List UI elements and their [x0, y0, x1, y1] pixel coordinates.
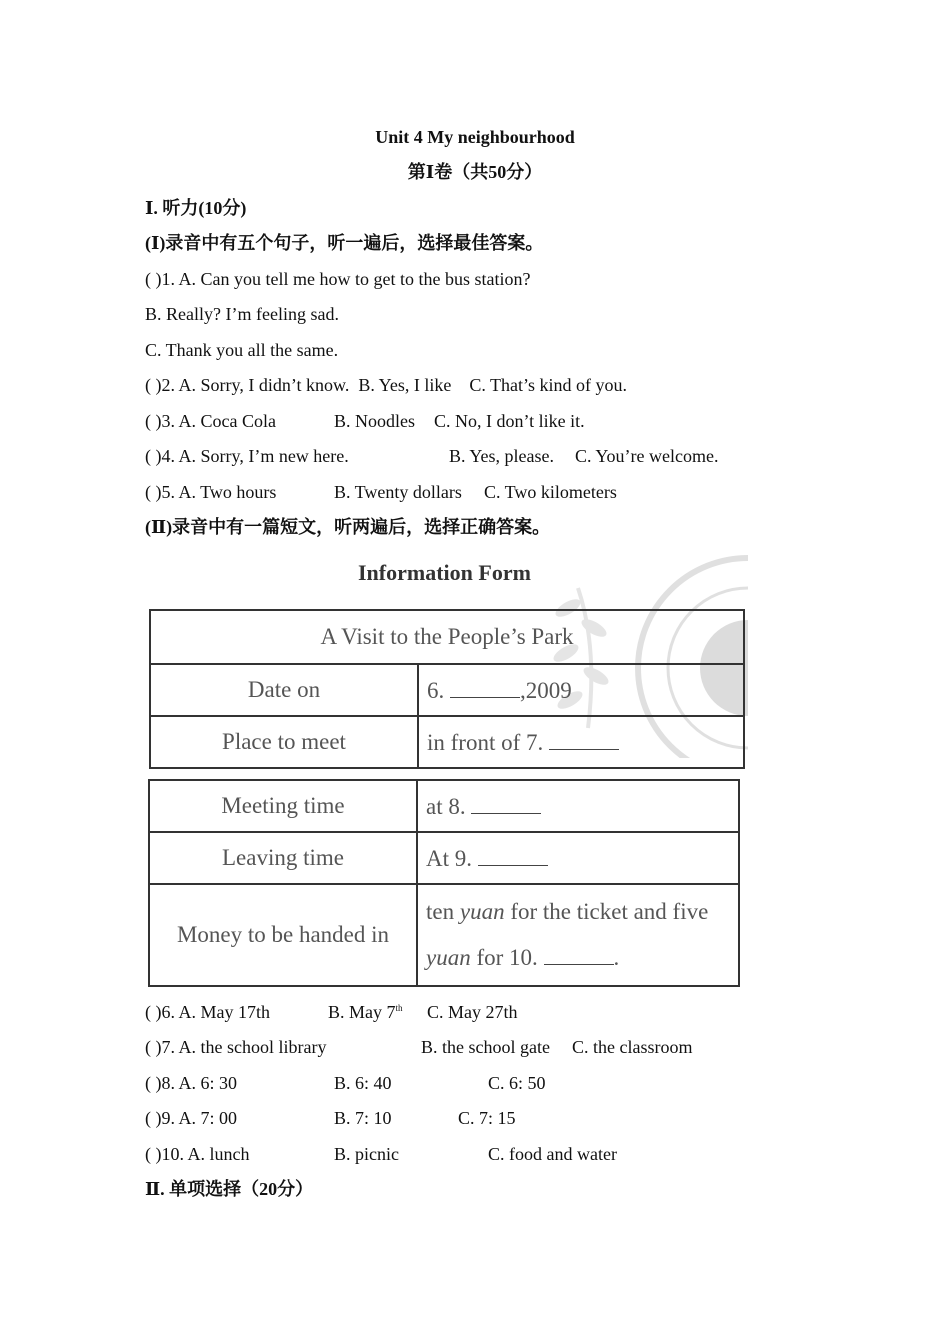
form-title: Information Form — [358, 560, 531, 585]
q4-option-c: C. You’re welcome. — [575, 446, 719, 466]
q7-option-a: ( )7. A. the school library — [145, 1037, 327, 1057]
form-row-label: Leaving time — [149, 832, 417, 884]
form-row-value — [418, 716, 744, 768]
q6-row — [145, 1001, 518, 1023]
q3-option-c: C. No, I don’t like it. — [434, 411, 585, 431]
form-table-bottom — [148, 779, 740, 987]
money-line-2 — [426, 935, 730, 981]
form-value-text: . — [613, 945, 620, 970]
q8-option-c: C. 6: 50 — [488, 1073, 546, 1093]
section1-heading: Ⅰ. 听力(10分) — [145, 198, 247, 218]
answer-blank — [450, 677, 520, 698]
q8-row — [145, 1072, 546, 1094]
q3-row — [145, 410, 585, 432]
form-value-text: yuan — [426, 945, 471, 970]
q10-option-b: B. picnic — [334, 1144, 399, 1164]
q7-option-b: B. the school gate — [421, 1037, 550, 1057]
q1-option-c: C. Thank you all the same. — [145, 340, 339, 360]
form-value-text: at 8. — [426, 793, 466, 819]
q2-option-c: C. That’s kind of you. — [469, 375, 628, 395]
form-table-top — [149, 609, 745, 769]
q4-row — [145, 445, 718, 467]
q4-option-b: B. Yes, please. — [449, 446, 555, 466]
form-row-label: Date on — [150, 664, 418, 716]
q6-option-b-text: B. May 7 — [328, 1002, 396, 1022]
form-row-value — [417, 884, 739, 986]
page-title: Unit 4 My neighbourhood — [375, 127, 575, 147]
q9-option-b: B. 7: 10 — [334, 1108, 392, 1128]
answer-blank — [471, 793, 541, 814]
money-line-1 — [426, 889, 730, 935]
form-row-label: Money to be handed in — [149, 884, 417, 986]
q9-option-a: ( )9. A. 7: 00 — [145, 1108, 237, 1128]
q8-option-a: ( )8. A. 6: 30 — [145, 1073, 237, 1093]
paper-subtitle: 第Ⅰ卷（共50分） — [407, 162, 543, 182]
q6-option-b — [328, 1001, 427, 1023]
q8-option-b: B. 6: 40 — [334, 1073, 392, 1093]
q2-row — [145, 374, 627, 396]
part2-heading: (Ⅱ)录音中有一篇短文，听两遍后，选择正确答案。 — [145, 517, 551, 537]
answer-blank — [549, 729, 619, 750]
q1-stem: ( )1. A. Can you tell me how to get to the bus station? — [145, 269, 531, 289]
form-value-text: At 9. — [426, 845, 472, 871]
q10-option-c: C. food and water — [488, 1144, 617, 1164]
q1-option-b: B. Really? I’m feeling sad. — [145, 304, 339, 324]
form-value-text: ten — [426, 899, 460, 924]
form-row-label: Place to meet — [150, 716, 418, 768]
q5-option-a: ( )5. A. Two hours — [145, 482, 277, 502]
q9-row — [145, 1107, 516, 1129]
q6-option-b-sup: th — [395, 1003, 403, 1013]
answer-blank — [478, 845, 548, 866]
form-value-text: 6. — [427, 677, 445, 703]
form-value-text: in front of 7. — [427, 729, 544, 755]
q5-row — [145, 481, 617, 503]
q9-option-c: C. 7: 15 — [458, 1108, 516, 1128]
form-value-text: for 10. — [470, 945, 538, 970]
q5-option-b: B. Twenty dollars — [334, 482, 462, 502]
q2-option-b: B. Yes, I like — [358, 375, 452, 395]
q5-option-c: C. Two kilometers — [484, 482, 617, 502]
q7-row — [145, 1036, 692, 1058]
answer-blank — [544, 944, 614, 965]
form-header: A Visit to the People’s Park — [150, 610, 744, 664]
q3-option-a: ( )3. A. Coca Cola — [145, 411, 276, 431]
form-row-label: Meeting time — [149, 780, 417, 832]
q6-option-c: C. May 27th — [427, 1002, 518, 1022]
q2-option-a: ( )2. A. Sorry, I didn’t know. — [145, 375, 350, 395]
q4-option-a: ( )4. A. Sorry, I’m new here. — [145, 446, 349, 466]
q7-option-c: C. the classroom — [572, 1037, 693, 1057]
form-value-text: ,2009 — [520, 677, 572, 703]
q10-row — [145, 1143, 617, 1165]
form-value-text: for the ticket and five — [504, 899, 709, 924]
q10-option-a: ( )10. A. lunch — [145, 1144, 250, 1164]
q3-option-b: B. Noodles — [334, 411, 415, 431]
q6-option-a: ( )6. A. May 17th — [145, 1002, 270, 1022]
form-value-text: yuan — [459, 899, 505, 924]
form-row-value — [418, 664, 744, 716]
section2-heading: Ⅱ. 单项选择（20分） — [145, 1179, 314, 1199]
form-row-value — [417, 780, 739, 832]
form-row-value — [417, 832, 739, 884]
part1-heading: (Ⅰ)录音中有五个句子，听一遍后，选择最佳答案。 — [145, 233, 544, 253]
